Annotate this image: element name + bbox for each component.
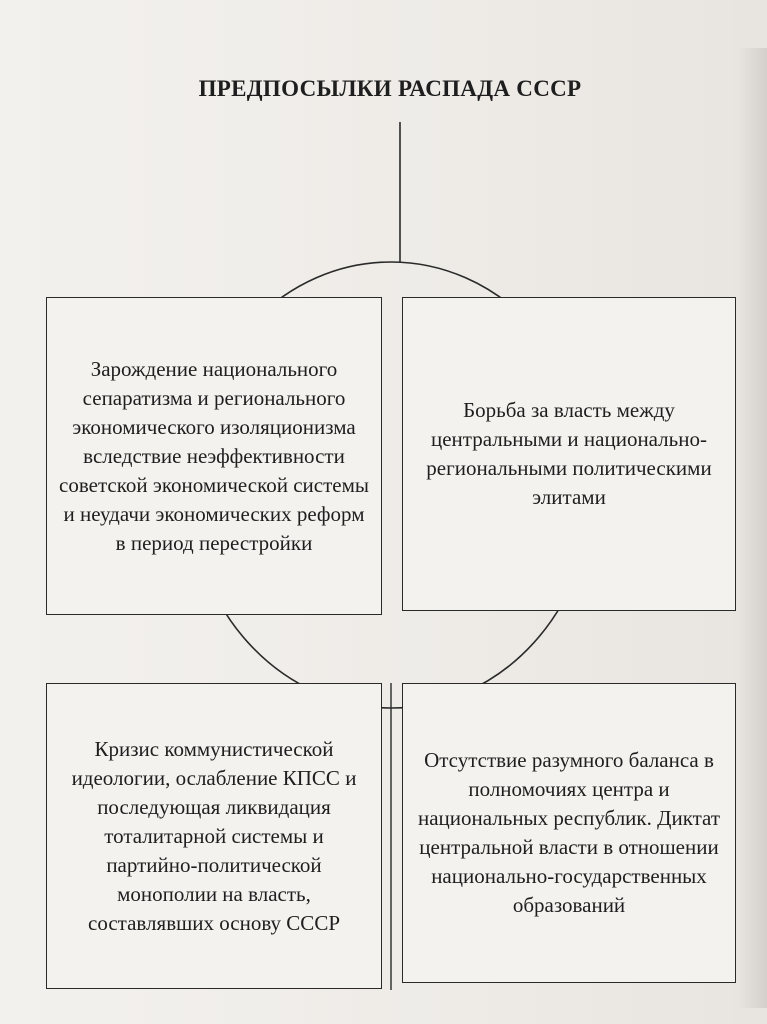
box-communist-ideology-crisis xyxy=(46,683,382,989)
diagram-title: ПРЕДПОСЫЛКИ РАСПАДА СССР xyxy=(198,76,582,101)
box-power-balance xyxy=(402,683,736,983)
box-national-separatism xyxy=(46,297,382,615)
box-communist-ideology-crisis-text: Кризис коммунистической идеологии, ослабление КПСС и последующая ликвидация тоталитарной системы и партийно-политической монополии на власть, составлявших основу СССР xyxy=(71,736,357,935)
box-national-separatism-text: Зарождение национального сепаратизма и регионального экономического изоляционизма вследствие неэффективности советской экономической системы и неудачи экономических реформ в период перестройки xyxy=(59,356,369,555)
box-power-struggle xyxy=(402,297,736,611)
box-power-balance-text: Отсутствие разумного баланса в полномочиях центра и национальных республик. Диктат центральной власти в отношении национально-государственных образований xyxy=(417,748,721,917)
box-power-struggle-text: Борьба за власть между центральными и национально-региональными политическими элитами xyxy=(426,398,712,509)
